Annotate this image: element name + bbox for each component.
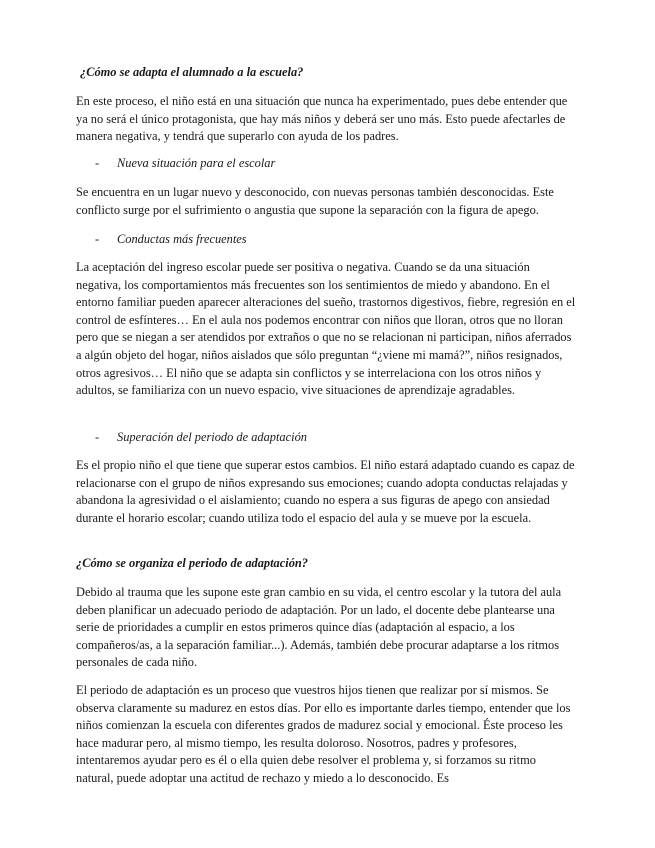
bullet-frequent-behaviors: [95, 231, 247, 249]
paragraph-frequent-behaviors: La aceptación del ingreso escolar puede ser positiva o negativa. Cuando se da una situación negativa, los comportamientos más frecuentes son los sentimientos de miedo y abandono. En el entorno familiar pueden aparecer alteraciones del sueño, trastornos digestivos, fiebre, regresión en el control de esfínteres… En el aula nos podemos encontrar con niños que lloran, otros que no lloran pero que se niegan a ser atendidos por extraños o que no se relacionan ni participan, niños aferrados a algún objeto del hogar, niños aislados que sólo preguntan “¿viene mi mamá?”, niños resignados, otros agresivos… El niño que se adapta sin conflictos y se interrelaciona con los otros niños y adultos, se familiariza con un nuevo espacio, vive situaciones de aprendizaje agradables.: [76, 260, 576, 398]
bullet-dash: -: [95, 430, 100, 444]
heading-adaptation: ¿Cómo se adapta el alumnado a la escuela?: [80, 65, 304, 79]
bullet-dash: -: [95, 156, 100, 170]
heading-organization: ¿Cómo se organiza el periodo de adaptación?: [76, 556, 308, 570]
paragraph-process: El periodo de adaptación es un proceso que vuestros hijos tienen que realizar por sí mismos. Se observa claramente su madurez en estos días. Por ello es importante darles tiempo, entender que los niños comienzan la escuela con diferentes grados de madurez social y emocional. Éste proceso les hace madurar pero, al mismo tiempo, les resulta doloroso. Nosotros, padres y profesores, intentaremos ayudar pero es él o ella quien debe resolver el problema y, si forzamos su ritmo natural, puede adoptar una actitud de rechazo y miedo a lo desconocido. Es: [76, 683, 571, 785]
bullet-label: Superación del periodo de adaptación: [117, 430, 307, 444]
bullet-label: Nueva situación para el escolar: [117, 156, 276, 170]
paragraph-organization: Debido al trauma que les supone este gran cambio en su vida, el centro escolar y la tutora del aula deben planificar un adecuado periodo de adaptación. Por un lado, el docente debe plantearse una serie de prioridades a cumplir en estos primeros quince días (adaptación al espacio, a los compañeros/as, a la separación familiar...). Además, también debe procurar adaptarse a los ritmos personales de cada niño.: [76, 585, 562, 670]
paragraph-overcoming: Es el propio niño el que tiene que superar estos cambios. El niño estará adaptado cuando es capaz de relacionarse con el grupo de niños expresando sus emociones; cuando adopta conductas relajadas y abandona la agresividad o el aislamiento; cuando no espera a sus figuras de apego con ansiedad durante el horario escolar; cuando utiliza todo el espacio del aula y se mueve por la escuela.: [76, 458, 575, 525]
paragraph-intro: En este proceso, el niño está en una situación que nunca ha experimentado, pues debe entender que ya no será el único protagonista, que hay más niños y deberá ser uno más. Esto puede afectarles de manera negativa, y tendrá que superarlo con ayuda de los padres.: [76, 94, 568, 144]
paragraph-new-situation: Se encuentra en un lugar nuevo y desconocido, con nuevas personas también desconocidas. Este conflicto surge por el sufrimiento o angustia que supone la separación con la figura de apego.: [76, 185, 554, 217]
bullet-overcoming-period: [95, 429, 307, 447]
bullet-new-situation: [95, 155, 275, 173]
bullet-label: Conductas más frecuentes: [117, 232, 247, 246]
bullet-dash: -: [95, 232, 100, 246]
